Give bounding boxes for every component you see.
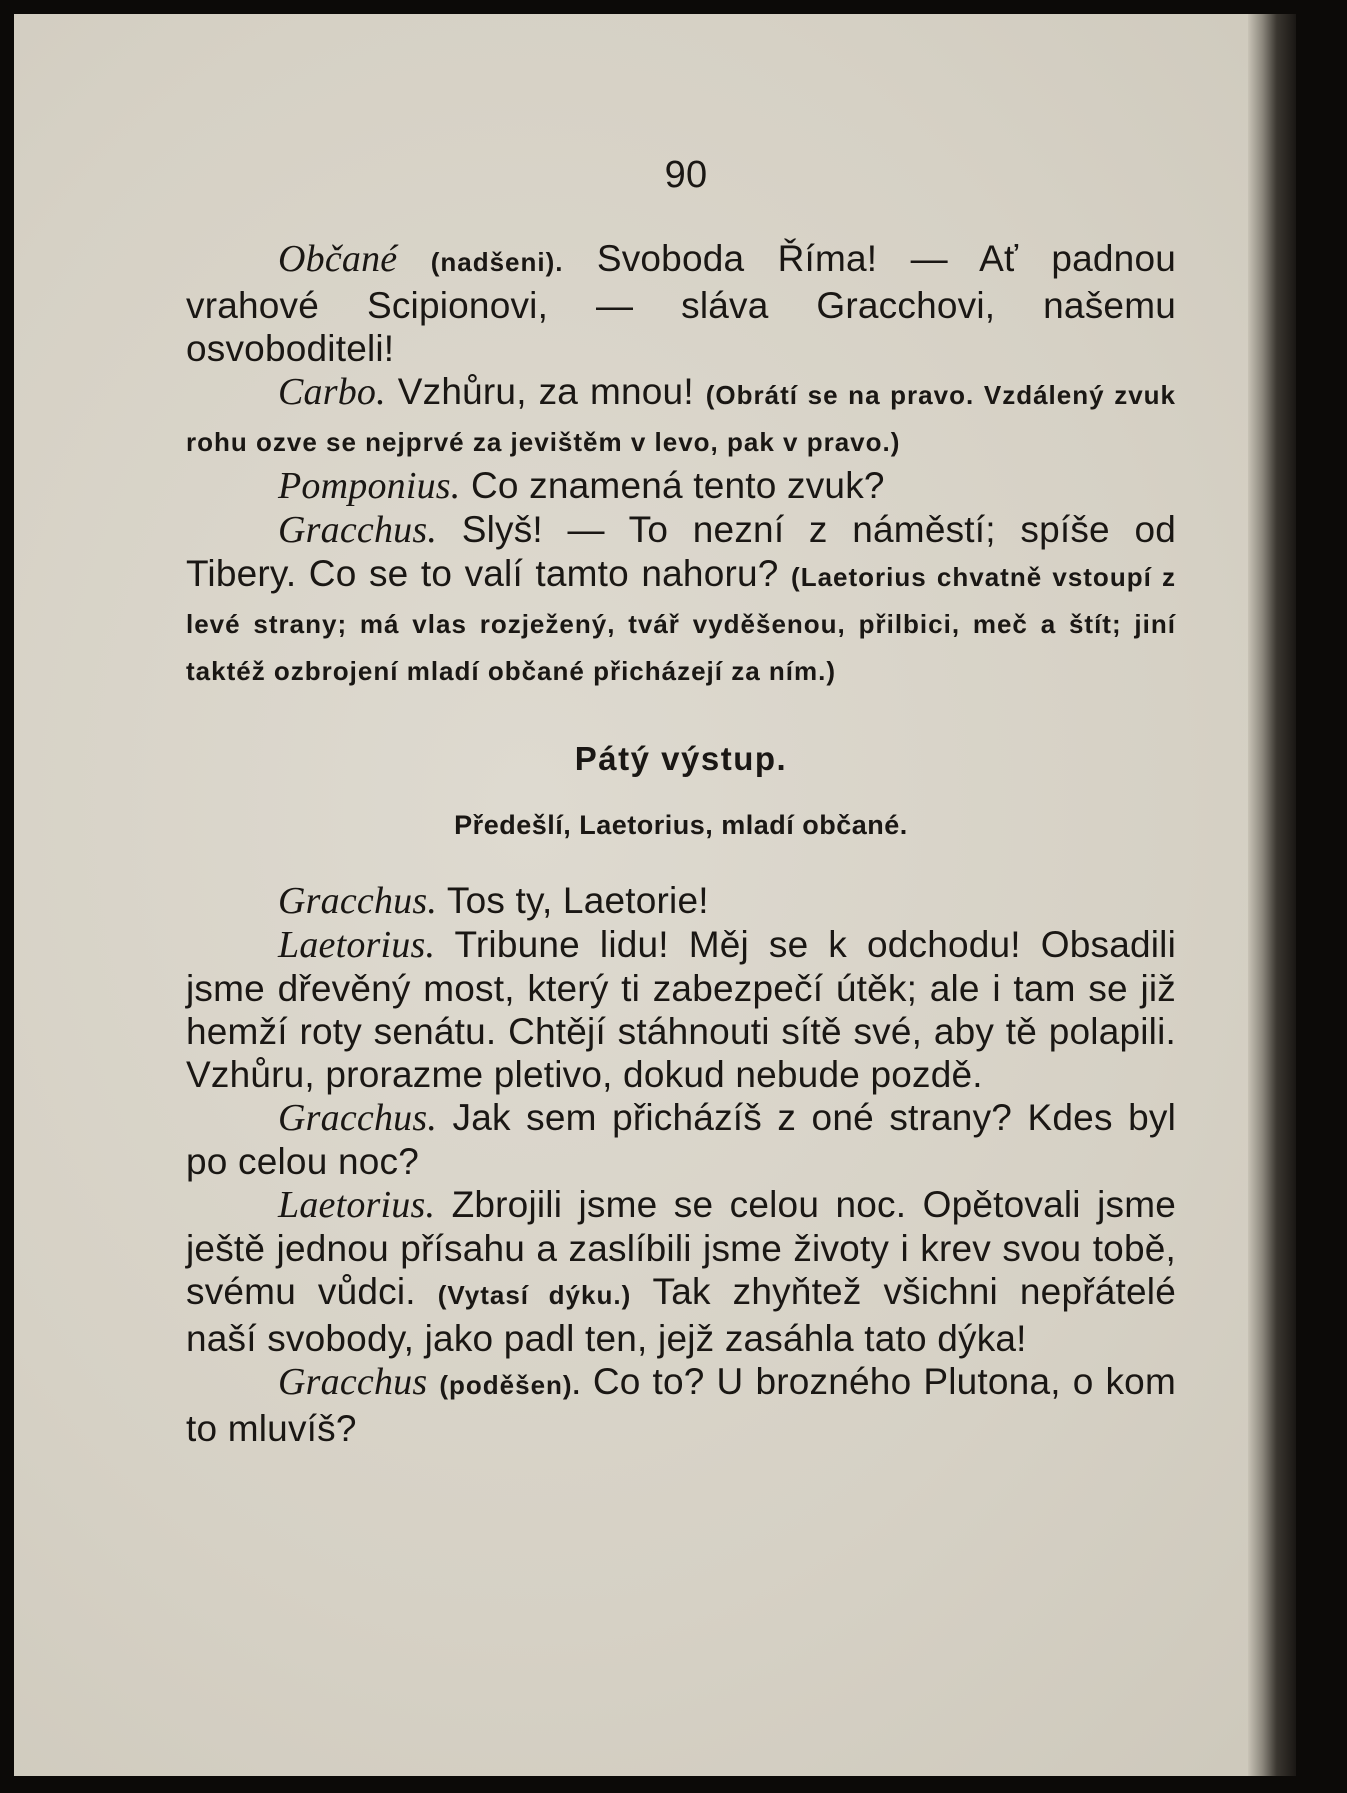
stage-direction: (Obrátí se na pravo. Vzdálený zvuk rohu ozve se nejprvé za jevištěm v levo, pak v pravo.) xyxy=(186,380,1177,457)
stage-direction: (poděšen). xyxy=(439,1370,581,1400)
speech-text: Co to? U brozného Plutona, o kom to mluvíš? xyxy=(186,1361,1176,1449)
speaker-name: Gracchus. xyxy=(278,509,438,551)
dialogue-paragraph xyxy=(186,1183,1176,1360)
dialogue-paragraph xyxy=(186,370,1176,464)
stage-direction: (Vytasí dýku.) xyxy=(437,1280,632,1310)
dialogue-paragraph xyxy=(186,464,1176,508)
speaker-name: Gracchus xyxy=(278,1361,428,1403)
speaker-name: Laetorius. xyxy=(278,924,436,966)
speech-text: Tribune lidu! Měj se k odchodu! Obsadili jsme dřevěný most, který ti zabezpečí útěk; ale i tam se již hemží roty senátu. Chtějí stáhnouti sítě své, aby tě polapili. Vzhůru, prorazme pletivo, dokud nebude pozdě. xyxy=(186,924,1177,1095)
dialogue-paragraph xyxy=(186,508,1176,693)
speaker-name: Carbo. xyxy=(278,371,386,413)
speech-text: Jak sem přicházíš z oné strany? Kdes byl po celou noc? xyxy=(186,1097,1176,1182)
dialogue-paragraph xyxy=(186,237,1176,370)
book-page xyxy=(14,14,1296,1776)
speaker-name: Gracchus. xyxy=(278,880,438,922)
speech-text: Tak zhyňtež všichni nepřátelé naší svobody, jako padl ten, jejž zasáhla tato dýka! xyxy=(186,1271,1176,1359)
speaker-name: Pomponius. xyxy=(278,465,461,507)
speaker-name: Laetorius. xyxy=(278,1184,436,1226)
book-gutter xyxy=(1248,14,1296,1776)
speech-text: Slyš! — To nezní z náměstí; spíše od Tibery. Co se to valí tamto nahoru? xyxy=(186,509,1176,594)
stage-direction: (Laetorius chvatně vstoupí z levé strany; má vlas rozježený, tvář vyděšenou, přilbici, meč a štít; jiní taktéž ozbrojení mladí občané přicházejí za ním.) xyxy=(186,562,1176,686)
speech-text: Svoboda Říma! — Ať padnou vrahové Scipionovi, — sláva Gracchovi, našemu osvoboditeli! xyxy=(186,238,1177,369)
dialogue-paragraph xyxy=(186,1096,1176,1183)
scene-persons: Předešlí, Laetorius, mladí občané. xyxy=(454,810,908,840)
speech-text: Co znamená tento zvuk? xyxy=(470,465,885,506)
dialogue-paragraph xyxy=(186,879,1176,923)
dialogue-paragraph xyxy=(186,923,1176,1096)
dialogue-paragraph xyxy=(186,1360,1176,1450)
page-number: 90 xyxy=(664,154,708,196)
speech-text: Tos ty, Laetorie! xyxy=(446,880,709,921)
speaker-name: Gracchus. xyxy=(278,1097,438,1139)
page-text xyxy=(186,154,1176,1450)
speech-text: Zbrojili jsme se celou noc. Opětovali jsme ještě jednou přísahu a zaslíbili jsme životy i krev svou tobě, svému vůdci. xyxy=(186,1184,1176,1312)
stage-direction: (nadšeni). xyxy=(430,247,564,277)
scene-title: Pátý výstup. xyxy=(574,740,788,777)
speech-text: Vzhůru, za mnou! xyxy=(397,371,694,412)
speaker-name: Občané xyxy=(278,238,398,280)
